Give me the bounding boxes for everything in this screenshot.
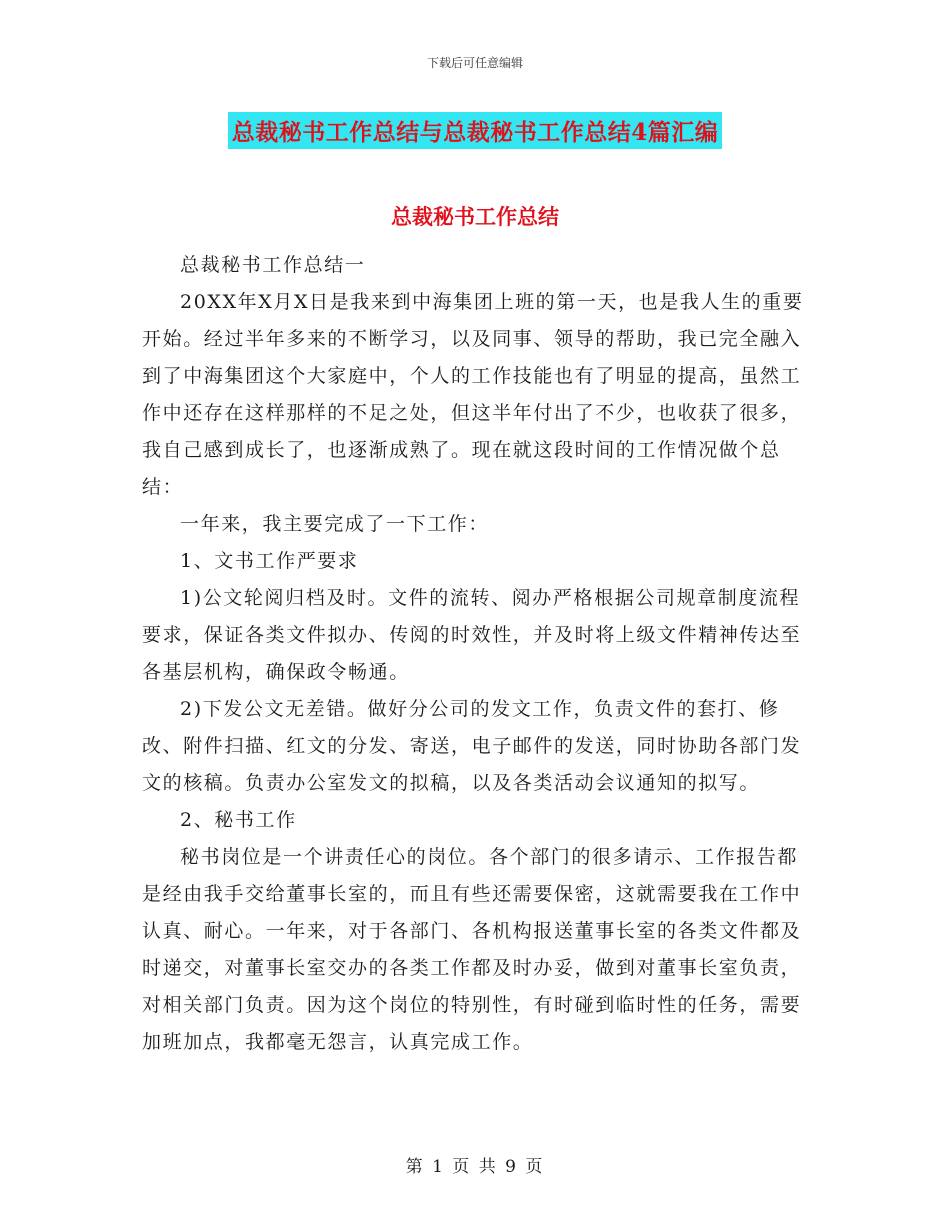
section-title: 总裁秘书工作总结	[391, 204, 559, 229]
page-number-footer: 第 1 页 共 9 页	[405, 1157, 545, 1177]
document-body	[142, 247, 812, 1061]
paragraph: 2、秘书工作	[180, 809, 297, 831]
paragraph: 2)下发公文无差错。做好分公司的发文工作，负责文件的套打、修改、附件扫描、红文的分发、寄送，电子邮件的发送，同时协助各部门发文的核稿。负责办公室发文的拟稿，以及各类活动会议通知的拟写。	[142, 698, 802, 794]
document-title: 总裁秘书工作总结与总裁秘书工作总结4篇汇编	[228, 112, 723, 149]
paragraph: 1)公文轮阅归档及时。文件的流转、阅办严格根据公司规章制度流程要求，保证各类文件拟办、传阅的时效性，并及时将上级文件精神传达至各基层机构，确保政令畅通。	[142, 587, 802, 683]
header-note: 下载后可任意编辑	[426, 56, 523, 70]
document-title-wrap	[0, 112, 950, 149]
paragraph: 总裁秘书工作总结一	[180, 254, 366, 276]
paragraph: 20XX年X月X日是我来到中海集团上班的第一天，也是我人生的重要开始。经过半年多来的不断学习，以及同事、领导的帮助，我已完全融入到了中海集团这个大家庭中，个人的工作技能也有了明显的提高，虽然工作中还存在这样那样的不足之处，但这半年付出了不少，也收获了很多，我自己感到成长了，也逐渐成熟了。现在就这段时间的工作情况做个总结：	[142, 291, 804, 498]
paragraph: 1、文书工作严要求	[180, 550, 359, 572]
paragraph: 一年来，我主要完成了一下工作：	[180, 513, 490, 535]
paragraph: 秘书岗位是一个讲责任心的岗位。各个部门的很多请示、工作报告都是经由我手交给董事长室的，而且有些还需要保密，这就需要我在工作中认真、耐心。一年来，对于各部门、各机构报送董事长室的各类文件都及时递交，对董事长室交办的各类工作都及时办妥，做到对董事长室负责，对相关部门负责。因为这个岗位的特别性，有时碰到临时性的任务，需要加班加点，我都毫无怨言，认真完成工作。	[142, 846, 802, 1053]
